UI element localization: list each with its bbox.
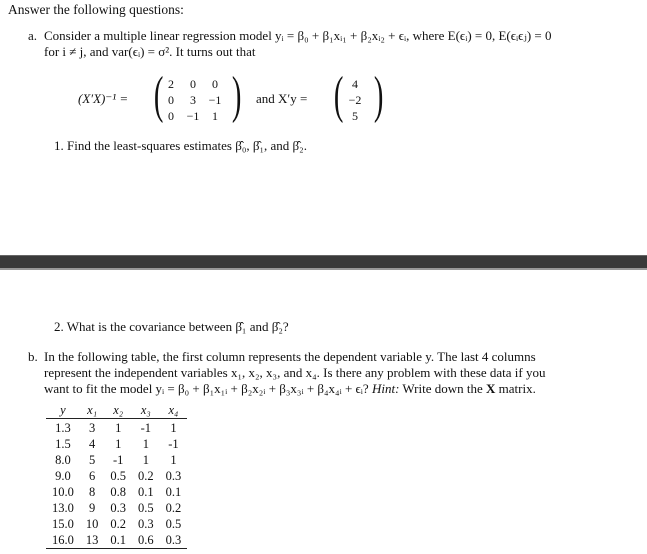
table-row [46,436,187,452]
table-cell: 5 [89,452,96,467]
table-cell: 8.0 [55,452,71,467]
xtx-cell: 0 [168,93,174,107]
table-cell: 8 [89,484,96,499]
table-cell: 1 [115,436,122,451]
part-b-line-3-model: want to fit the model yᵢ = β₀ + β₁x₁ᵢ + β₂x₂ᵢ + β₃x₃ᵢ + β₄x₄ᵢ + ϵᵢ? [44,381,372,396]
table-cell: 0.5 [165,516,182,531]
table-cell: 3 [89,420,96,435]
table-cell: 13 [80,532,105,549]
question-2: 2. What is the covariance between β̂₁ and β̂₂? [54,319,289,334]
table-cell: 0.1 [165,484,182,499]
xty-vector [342,75,368,124]
table-row [46,484,187,500]
table-row [46,516,187,532]
part-a-line-2: for i ≠ j, and var(ϵᵢ) = σ². It turns out that [44,44,256,59]
table-row [46,468,187,484]
table-row [46,500,187,516]
page-heading: Answer the following questions: [8,2,184,17]
table-header-cell: x₁ [80,402,105,419]
table-cell: 15.0 [52,516,74,531]
table-cell: 0.6 [132,532,160,549]
table-cell: 4 [89,436,96,451]
right-paren-xty: ) [373,67,384,124]
question-1: 1. Find the least-squares estimates β̂₀, β̂₁, and β̂₂. [54,138,307,153]
table-header-cell: y [46,402,80,419]
table-cell: 9.0 [55,468,71,483]
table-cell: 0.2 [138,468,154,483]
table-cell: 0.1 [138,484,154,499]
xty-cell: −2 [348,93,362,107]
table-cell: 1 [115,420,122,435]
table-cell: 0.3 [138,516,154,531]
table-cell: 16.0 [46,532,80,549]
xty-cell: 4 [352,77,358,91]
table-cell: -1 [140,420,152,435]
xtx-cell: 0 [212,77,218,91]
data-table-wrapper [46,402,187,549]
table-cell: 0.5 [138,500,154,515]
table-cell: -1 [112,452,124,467]
part-b-label: b. [28,349,38,364]
table-cell: 1 [142,436,149,451]
table-cell: 0.2 [110,516,126,531]
part-b-line-2: represent the independent variables x₁, x₂, x₃, and x₄. Is there any problem with these data if you [44,365,546,380]
xtx-cell: 1 [212,109,218,123]
table-cell: 1.5 [55,436,71,451]
table-header-cell: x₄ [160,402,188,419]
table-cell: 0.2 [165,500,182,515]
xtx-cell: 0 [168,109,174,123]
table-cell: 1 [170,452,177,467]
table-cell: 10.0 [52,484,74,499]
and-xty-label: and X′y = [256,91,308,106]
left-paren-xtx: ( [153,67,164,124]
left-paren-xty: ( [333,67,344,124]
table-cell: 9 [89,500,96,515]
table-cell: 0.1 [104,532,132,549]
xtx-cell: −1 [208,93,222,107]
table-cell: 0.3 [110,500,126,515]
xty-cell: 5 [352,109,358,123]
xtx-cell: 2 [168,77,174,91]
hint-text: Write down the [399,381,487,396]
table-cell: 0.8 [110,484,126,499]
part-b-line-1: In the following table, the first column represents the dependent variable y. The last 4 columns [44,349,536,364]
table-cell: 0.3 [165,468,182,483]
table-row [46,452,187,468]
data-table [46,402,187,549]
table-cell: 13.0 [52,500,74,515]
xtx-inverse-label: (X′X)⁻¹ = [78,91,129,106]
right-paren-xtx: ) [231,67,242,124]
hint-bold-x: X [486,381,496,396]
part-a-label: a. [28,28,38,43]
hint-end: matrix. [495,381,536,396]
xtx-matrix [160,75,226,124]
table-header-cell: x₂ [104,402,132,419]
table-cell: 1.3 [55,420,71,435]
table-cell: -1 [168,436,179,451]
table-cell: 6 [89,468,96,483]
table-cell: 1 [170,420,177,435]
table-row [46,532,187,549]
table-header-cell: x₃ [132,402,160,419]
table-cell: 0.3 [160,532,188,549]
part-b-line-3 [44,381,536,397]
table-row [46,419,187,437]
table-cell: 10 [85,516,99,531]
table-cell: 1 [142,452,149,467]
section-divider [0,255,647,270]
hint-label: Hint: [371,381,400,396]
part-a-line-1: Consider a multiple linear regression model yᵢ = β₀ + β₁xᵢ₁ + β₂xᵢ₂ + ϵᵢ, where E(ϵᵢ) = 0, E(ϵᵢϵⱼ) = 0 [44,28,552,43]
table-cell: 0.5 [110,468,126,483]
xtx-cell: 0 [190,77,196,91]
xtx-cell: −1 [186,109,200,123]
xtx-cell: 3 [190,93,196,107]
